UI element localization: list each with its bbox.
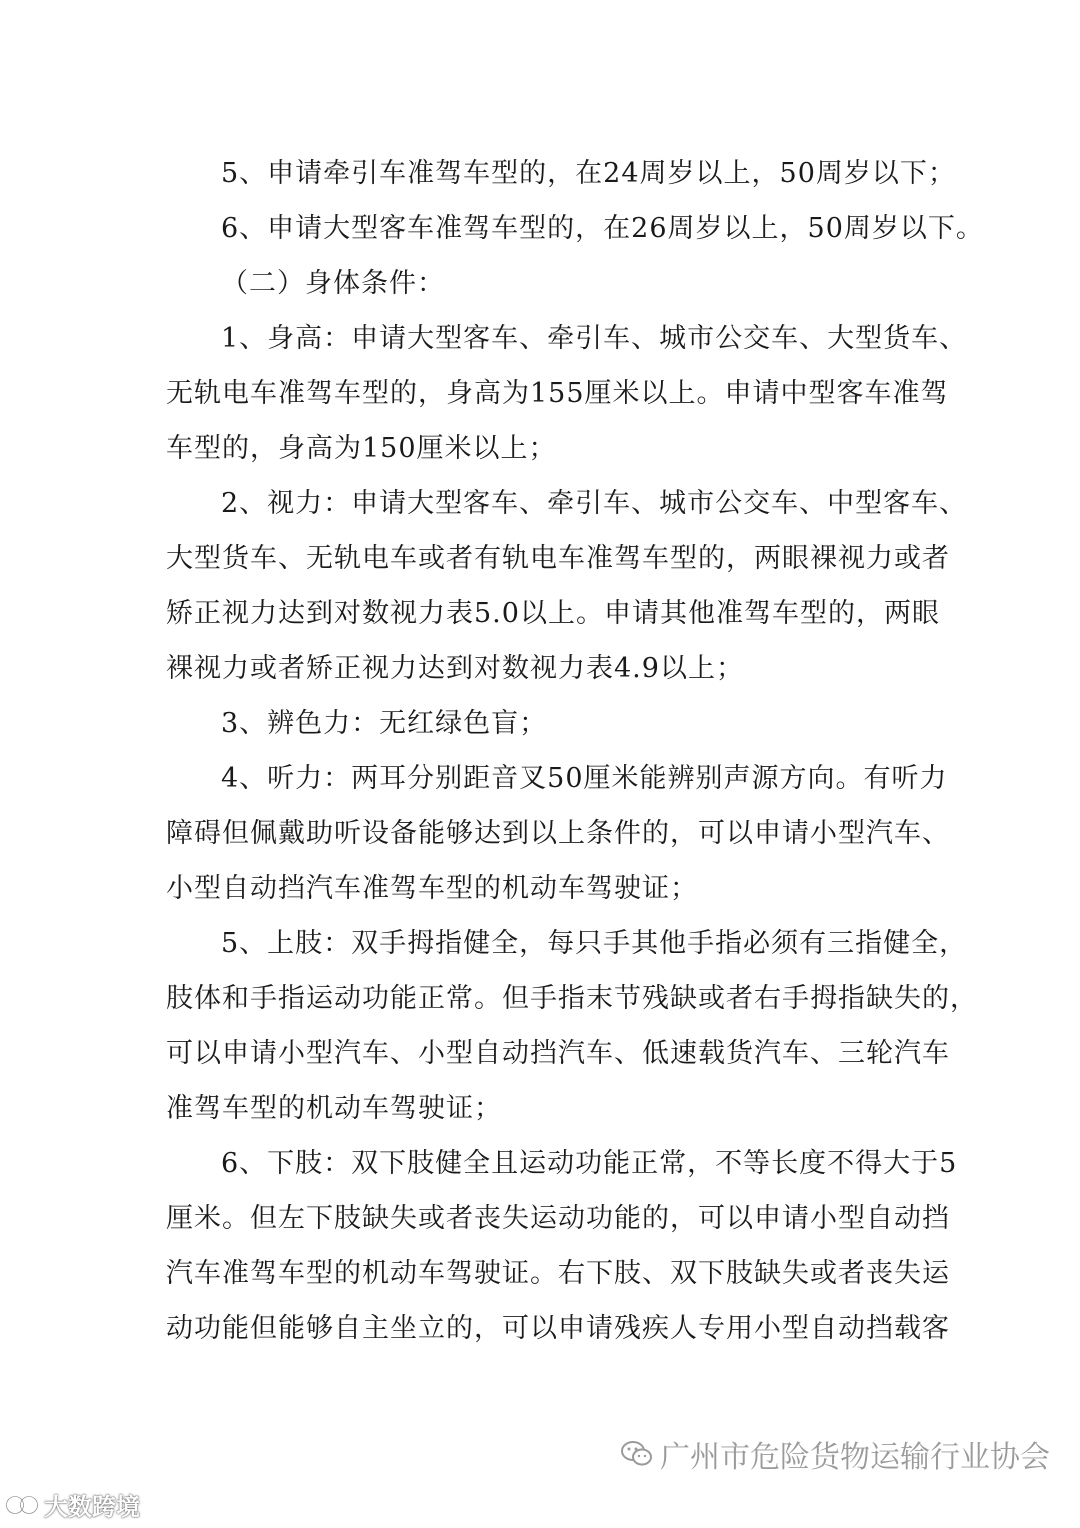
watermark-brand-text: 大数跨境 [44, 1493, 140, 1521]
text-line: 准驾车型的机动车驾驶证； [166, 1093, 502, 1124]
text-line: 车型的，身高为150厘米以上； [166, 433, 557, 464]
text-line: 汽车准驾车型的机动车驾驶证。右下肢、双下肢缺失或者丧失运 [166, 1258, 950, 1289]
text-line: 无轨电车准驾车型的，身高为155厘米以上。申请中型客车准驾 [166, 378, 949, 409]
watermark-brand [6, 1487, 140, 1522]
text-line: 厘米。但左下肢缺失或者丧失运动功能的，可以申请小型自动挡 [166, 1203, 950, 1234]
text-line: 6、下肢：双下肢健全且运动功能正常，不等长度不得大于5 [221, 1148, 958, 1179]
text-line: 4、听力：两耳分别距音叉50厘米能辨别声源方向。有听力 [221, 763, 948, 794]
brand-logo-icon [6, 1494, 40, 1516]
document-body [166, 146, 996, 1356]
text-line: 小型自动挡汽车准驾车型的机动车驾驶证； [166, 873, 698, 904]
text-line: 6、申请大型客车准驾车型的，在26周岁以上，50周岁以下。 [221, 213, 984, 244]
text-line: 3、辨色力：无红绿色盲； [221, 708, 548, 739]
text-line: （二）身体条件： [221, 268, 445, 299]
text-line: 裸视力或者矫正视力达到对数视力表4.9以上； [166, 653, 744, 684]
text-line: 5、上肢：双手拇指健全，每只手其他手指必须有三指健全， [221, 928, 968, 959]
text-line: 5、申请牵引车准驾车型的，在24周岁以上，50周岁以下； [221, 158, 956, 189]
watermark-association [620, 1432, 1050, 1476]
wechat-icon [620, 1439, 654, 1469]
text-line: 动功能但能够自主坐立的，可以申请残疾人专用小型自动挡载客 [166, 1313, 950, 1344]
text-line: 肢体和手指运动功能正常。但手指末节残缺或者右手拇指缺失的， [166, 983, 978, 1014]
text-line: 大型货车、无轨电车或者有轨电车准驾车型的，两眼裸视力或者 [166, 543, 950, 574]
watermark-association-text: 广州市危险货物运输行业协会 [660, 1440, 1050, 1475]
text-line: 可以申请小型汽车、小型自动挡汽车、低速载货汽车、三轮汽车 [166, 1038, 950, 1069]
text-line: 1、身高：申请大型客车、牵引车、城市公交车、大型货车、 [221, 323, 968, 354]
text-line: 矫正视力达到对数视力表5.0以上。申请其他准驾车型的，两眼 [166, 598, 940, 629]
text-line: 障碍但佩戴助听设备能够达到以上条件的，可以申请小型汽车、 [166, 818, 950, 849]
text-line: 2、视力：申请大型客车、牵引车、城市公交车、中型客车、 [221, 488, 968, 519]
